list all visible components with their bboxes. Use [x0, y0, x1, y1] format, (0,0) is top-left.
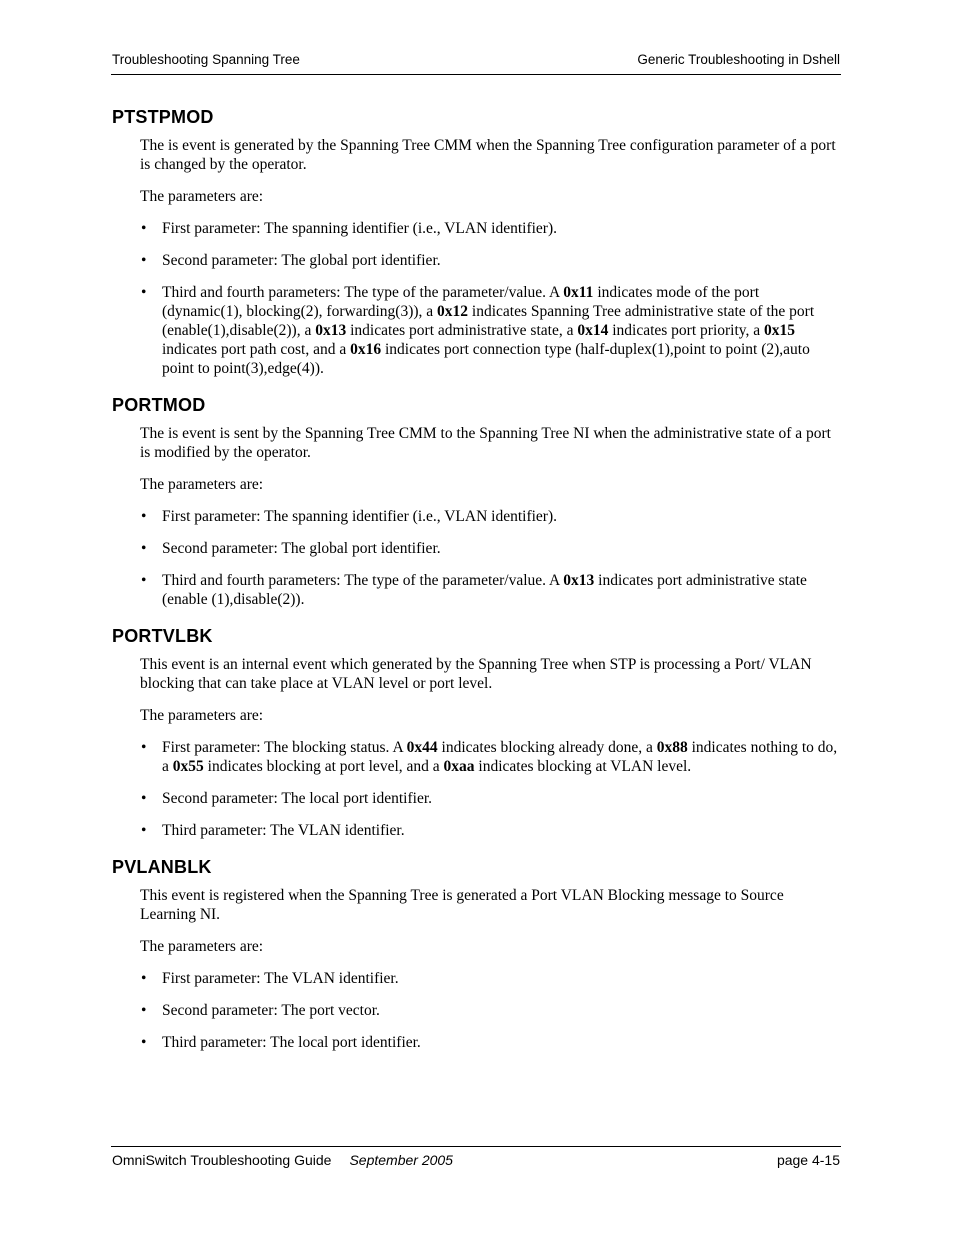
text-run: indicates Spanning Tree administrative state of the port (enable(1),disable(2)), a: [162, 303, 815, 339]
text-run: Third and fourth parameters: The type of the parameter/value. A: [162, 284, 564, 301]
section-heading: PTSTPMOD: [112, 107, 214, 127]
bullet-glyph: •: [141, 1034, 147, 1051]
list-item: [111, 283, 841, 378]
bullet-glyph: •: [141, 252, 147, 269]
list-item: [111, 789, 841, 808]
parameter-list: [111, 219, 841, 378]
section-heading: PVLANBLK: [112, 857, 212, 877]
text-run: indicates port path cost, and a: [162, 341, 351, 358]
bullet-glyph: •: [141, 790, 147, 807]
bullet-glyph: •: [141, 1002, 147, 1019]
bullet-glyph: •: [141, 822, 147, 839]
bullet-glyph: •: [141, 572, 147, 589]
section-pvlanblk: [111, 853, 841, 1052]
text-run: indicates port administrative state (enable (1),disable(2)).: [162, 572, 807, 608]
section-portmod: [111, 391, 841, 609]
page-content: [111, 103, 841, 1065]
section-portvlbk: [111, 622, 841, 840]
list-item-text: Third parameter: The VLAN identifier.: [162, 822, 405, 839]
bullet-glyph: •: [141, 540, 147, 557]
list-item-text: Second parameter: The port vector.: [162, 1002, 380, 1019]
bullet-glyph: •: [141, 284, 147, 301]
params-label: The parameters are:: [140, 938, 264, 955]
page-header: [111, 50, 841, 75]
hex-code: 0x13: [563, 572, 595, 589]
parameter-list: [111, 969, 841, 1052]
params-label: The parameters are:: [140, 707, 264, 724]
list-item: [111, 821, 841, 840]
header-section-title: Generic Troubleshooting in Dshell: [637, 52, 840, 67]
bullet-glyph: •: [141, 739, 147, 756]
params-label: The parameters are:: [140, 476, 264, 493]
hex-code: 0x16: [350, 341, 382, 358]
list-item: [111, 539, 841, 558]
text-run: indicates port connection type (half-duplex(1),point to point (2),auto point to point(3),edge(4)).: [162, 341, 810, 377]
text-run: indicates nothing to do, a: [162, 739, 838, 775]
bullet-glyph: •: [141, 220, 147, 237]
hex-code: 0x15: [764, 322, 796, 339]
list-item-text: Second parameter: The local port identifier.: [162, 790, 433, 807]
footer-guide-title: [112, 1152, 453, 1168]
params-label: The parameters are:: [140, 188, 264, 205]
list-item: [111, 571, 841, 609]
hex-code: 0x12: [437, 303, 469, 320]
text-run: indicates blocking at VLAN level.: [474, 758, 692, 775]
list-item: [111, 1001, 841, 1020]
section-intro: The is event is sent by the Spanning Tree CMM to the Spanning Tree NI when the administrative state of a port is modified by the operator.: [140, 425, 831, 461]
section-heading: PORTVLBK: [112, 626, 213, 646]
footer-guide-name: OmniSwitch Troubleshooting Guide: [112, 1152, 332, 1168]
hex-code: 0xaa: [443, 758, 475, 775]
section-heading: PORTMOD: [112, 395, 206, 415]
text-run: indicates mode of the port (dynamic(1), blocking(2), forwarding(3)), a: [162, 284, 760, 320]
list-item-text: Second parameter: The global port identifier.: [162, 540, 441, 557]
hex-code: 0x13: [315, 322, 347, 339]
list-item: [111, 251, 841, 270]
text-run: indicates port priority, a: [608, 322, 765, 339]
page-number: page 4-15: [776, 1152, 840, 1168]
list-item: [111, 738, 841, 776]
text-run: indicates blocking at port level, and a: [203, 758, 444, 775]
bullet-glyph: •: [141, 970, 147, 987]
parameter-list: [111, 507, 841, 609]
list-item-text: First parameter: The spanning identifier (i.e., VLAN identifier).: [162, 220, 557, 237]
list-item: [111, 507, 841, 526]
list-item-text: First parameter: The VLAN identifier.: [162, 970, 399, 987]
hex-code: 0x55: [172, 758, 204, 775]
text-run: indicates port administrative state, a: [346, 322, 578, 339]
text-run: Third and fourth parameters: The type of the parameter/value. A: [162, 572, 564, 589]
list-item: [111, 969, 841, 988]
list-item: [111, 1033, 841, 1052]
section-intro: The is event is generated by the Spanning Tree CMM when the Spanning Tree configuration parameter of a port is changed by the operator.: [140, 137, 836, 173]
hex-code: 0x88: [656, 739, 688, 756]
parameter-list: [111, 738, 841, 840]
footer-date: September 2005: [349, 1152, 453, 1168]
hex-code: 0x14: [577, 322, 609, 339]
list-item-text: First parameter: The spanning identifier (i.e., VLAN identifier).: [162, 508, 557, 525]
list-item-text: Third parameter: The local port identifier.: [162, 1034, 421, 1051]
section-intro: This event is registered when the Spanning Tree is generated a Port VLAN Blocking message to Source Learning NI.: [140, 887, 784, 923]
hex-code: 0x44: [406, 739, 438, 756]
hex-code: 0x11: [563, 284, 594, 301]
page-footer: [111, 1146, 841, 1173]
list-item-text: Second parameter: The global port identifier.: [162, 252, 441, 269]
bullet-glyph: •: [141, 508, 147, 525]
text-run: First parameter: The blocking status. A: [162, 739, 407, 756]
list-item: [111, 219, 841, 238]
section-intro: This event is an internal event which generated by the Spanning Tree when STP is processing a Port/ VLAN blocking that can take place at VLAN level or port level.: [140, 656, 812, 692]
text-run: indicates blocking already done, a: [437, 739, 657, 756]
header-chapter-title: Troubleshooting Spanning Tree: [112, 52, 300, 67]
section-ptstpmod: [111, 103, 841, 378]
